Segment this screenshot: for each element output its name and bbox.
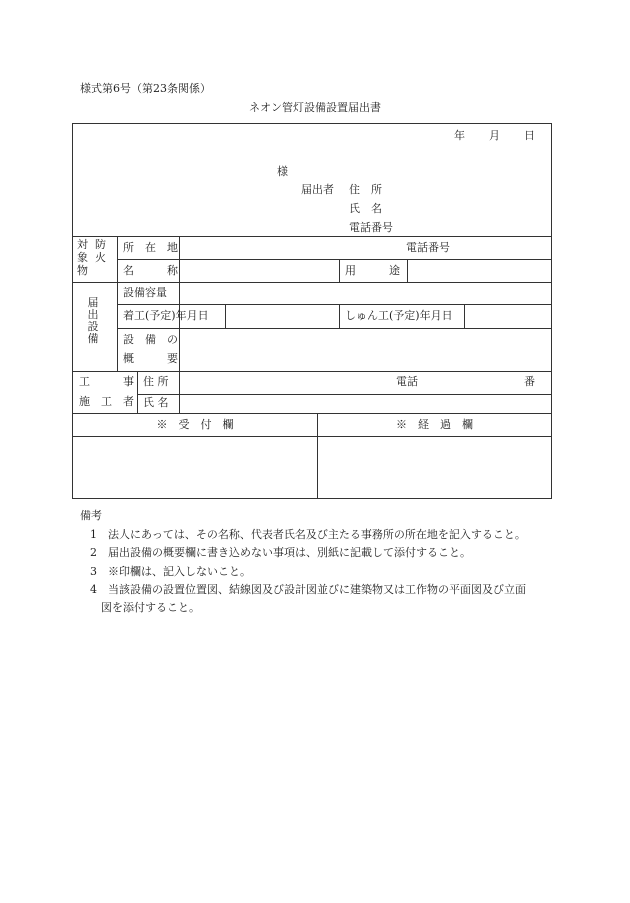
note-item: 2 届出設備の概要欄に書き込めない事項は、別紙に記載して添付すること。 bbox=[90, 546, 471, 559]
target-name-label: 名 称 bbox=[123, 264, 178, 277]
target-label-d: 火 bbox=[95, 251, 106, 264]
notifier-name-label: 氏 名 bbox=[349, 202, 382, 215]
target-label-e: 物 bbox=[77, 264, 88, 277]
notifier-address-label: 住 所 bbox=[349, 183, 382, 196]
equipment-summary-label-1: 設 備 の bbox=[123, 333, 178, 346]
date-day: 日 bbox=[524, 129, 535, 142]
target-usage-label: 用 途 bbox=[345, 264, 400, 277]
target-phone-label: 電話番号 bbox=[406, 241, 450, 254]
equipment-summary-label-2: 概 要 bbox=[123, 352, 178, 365]
contractor-address-label: 住 所 bbox=[143, 375, 169, 388]
notifier-phone-label: 電話番号 bbox=[349, 221, 393, 234]
equipment-group-label: 届出設備 bbox=[87, 296, 99, 345]
contractor-label-1: 工 事 bbox=[79, 375, 134, 388]
contractor-label-2: 施 工 者 bbox=[79, 395, 134, 408]
notifier-label: 届出者 bbox=[301, 183, 334, 196]
addressee-suffix: 様 bbox=[277, 165, 288, 178]
reception-header: ※ 受 付 欄 bbox=[156, 418, 234, 431]
date-year: 年 bbox=[454, 129, 465, 142]
form-reference: 様式第6号（第23条関係） bbox=[80, 82, 211, 95]
contractor-phone-number-label: 番 bbox=[524, 375, 535, 388]
equipment-capacity-label: 設備容量 bbox=[123, 286, 167, 299]
notes-heading: 備考 bbox=[80, 509, 102, 522]
notification-form bbox=[72, 123, 552, 499]
note-item: 4 当該設備の設置位置図、結線図及び設計図並びに建築物又は工作物の平面図及び立面 bbox=[90, 583, 526, 596]
start-date-label: 着工(予定)年月日 bbox=[123, 309, 209, 322]
target-location-label: 所 在 地 bbox=[123, 241, 178, 254]
note-item: 3 ※印欄は、記入しないこと。 bbox=[90, 565, 251, 578]
contractor-phone-label: 電話 bbox=[396, 375, 418, 388]
target-label-a: 対 bbox=[77, 238, 88, 251]
note-item: 1 法人にあっては、その名称、代表者氏名及び主たる事務所の所在地を記入すること。 bbox=[90, 528, 526, 541]
target-label-c: 象 bbox=[77, 251, 88, 264]
date-month: 月 bbox=[489, 129, 500, 142]
progress-header: ※ 経 過 欄 bbox=[396, 418, 473, 431]
completion-date-label: しゅん工(予定)年月日 bbox=[345, 309, 453, 322]
contractor-name-label: 氏 名 bbox=[143, 396, 169, 409]
document-title: ネオン管灯設備設置届出書 bbox=[249, 101, 381, 114]
target-label-b: 防 bbox=[95, 238, 106, 251]
note-item: 図を添付すること。 bbox=[90, 601, 200, 614]
